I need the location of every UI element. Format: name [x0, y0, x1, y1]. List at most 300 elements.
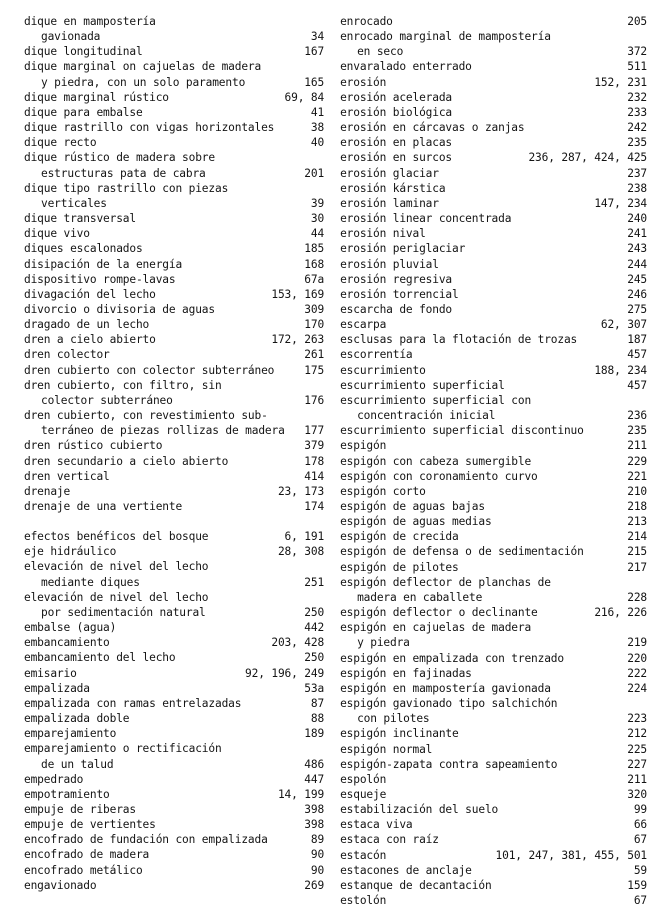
index-entry-term: emisario [24, 666, 77, 680]
index-entry [340, 499, 647, 514]
index-entry [24, 196, 324, 211]
index-entry-pages: 172, 263 [271, 333, 325, 347]
index-entry-term: espigón con coronamiento curvo [340, 469, 538, 483]
index-entry-term: embancamiento del lecho [24, 651, 176, 665]
index-entry-term: esclusas para la flotación de trozas [340, 333, 578, 347]
index-entry-term: empalizada [24, 681, 90, 695]
index-entry-term: estacón [340, 848, 387, 862]
index-entry [340, 711, 647, 726]
index-entry [24, 650, 324, 665]
index-entry-term: espigón deflector o declinante [340, 606, 538, 620]
index-entry [24, 378, 324, 393]
index-entry [340, 635, 647, 650]
index-entry [340, 302, 647, 317]
index-entry-term: terráneo de piezas rollizas de madera [41, 424, 285, 438]
index-entry-term: erosión pluvial [340, 257, 439, 271]
index-entry-pages: 212 [627, 727, 647, 741]
index-entry-term: erosión acelerada [340, 90, 453, 104]
index-entry [340, 893, 647, 908]
index-entry-term: divagación del lecho [24, 287, 156, 301]
index-entry-pages: 398 [304, 818, 325, 832]
index-entry-term: espigón de pilotes [340, 560, 459, 574]
index-entry [340, 120, 647, 135]
index-entry-term: dren colector [24, 348, 110, 362]
index-entry-term: gavionada [41, 30, 101, 44]
index-entry-pages: 178 [304, 454, 325, 468]
index-entry [340, 135, 647, 150]
index-entry [24, 14, 324, 29]
index-entry-pages: 90 [310, 863, 325, 877]
index-entry-term: verticales [41, 196, 107, 210]
index-entry [340, 423, 647, 438]
index-entry-pages: 14, 199 [277, 787, 325, 801]
index-entry-pages: 442 [304, 621, 325, 635]
index-entry-pages: 153, 169 [271, 287, 325, 301]
index-entry [340, 469, 647, 484]
index-entry-pages: 240 [627, 212, 647, 226]
index-entry-term: embancamiento [24, 636, 110, 650]
index-entry [24, 802, 324, 817]
index-entry-pages: 90 [310, 848, 325, 862]
index-entry-pages: 203, 428 [271, 636, 325, 650]
index-entry [24, 393, 324, 408]
index-entry-term: y piedra, con un solo paramento [41, 75, 246, 89]
index-entry-pages: 269 [304, 878, 325, 892]
index-entry-pages: 185 [304, 242, 325, 256]
index-entry [340, 696, 647, 711]
index-entry-pages: 89 [310, 833, 325, 847]
index-entry [24, 90, 324, 105]
index-entry [24, 847, 324, 862]
index-entry [340, 363, 647, 378]
index-entry [24, 741, 324, 756]
index-entry-term: encofrado de madera [24, 848, 150, 862]
index-entry-pages: 59 [633, 863, 647, 877]
index-entry [340, 742, 647, 757]
index-entry-pages: 170 [304, 318, 325, 332]
index-entry-pages: 23, 173 [277, 484, 325, 498]
index-entry-term: empuje de vertientes [24, 818, 156, 832]
index-entry [24, 590, 324, 605]
index-entry-pages: 159 [627, 878, 647, 892]
index-entry [340, 241, 647, 256]
index-entry [340, 726, 647, 741]
index-entry-term: escurrimiento superficial con [340, 393, 532, 407]
index-entry-pages: 227 [627, 757, 647, 771]
index-entry-pages: 69, 84 [284, 90, 325, 104]
index-entry [340, 560, 647, 575]
index-entry-term: erosión en cárcavas o zanjas [340, 121, 525, 135]
index-entry [340, 484, 647, 499]
index-entry-term: dren cubierto con colector subterráneo [24, 363, 275, 377]
index-entry-pages: 222 [627, 666, 647, 680]
index-entry-pages: 6, 191 [284, 530, 325, 544]
index-entry-pages: 30 [310, 212, 325, 226]
index-entry [24, 226, 324, 241]
index-entry-term: envaralado enterrado [340, 60, 472, 74]
index-entry-pages: 168 [304, 257, 325, 271]
index-entry [24, 135, 324, 150]
index-entry-term: espigón normal [340, 742, 433, 756]
index-entry-pages: 39 [310, 196, 325, 210]
index-entry [340, 226, 647, 241]
index-entry-pages: 224 [627, 681, 647, 695]
index-entry [340, 317, 647, 332]
index-entry [340, 150, 647, 165]
index-entry-term: espigón-zapata contra sapeamiento [340, 757, 558, 771]
index-entry-term: erosión nival [340, 227, 426, 241]
index-entry [24, 44, 324, 59]
index-entry-term: eje hidráulico [24, 545, 117, 559]
index-entry-term: escurrimiento superficial [340, 378, 505, 392]
index-entry-pages: 174 [304, 500, 325, 513]
index-entry [24, 726, 324, 741]
index-entry [340, 272, 647, 287]
index-entry-pages: 176 [304, 393, 325, 407]
index-entry-term: en seco [357, 45, 404, 59]
index-entry [24, 863, 324, 878]
index-entry-term: espolón [340, 772, 387, 786]
index-entry-pages: 53a [304, 681, 325, 695]
index-entry-pages: 372 [627, 45, 647, 59]
index-entry [340, 575, 647, 590]
index-entry-term: escurrimiento [340, 363, 426, 377]
index-entry-pages: 238 [627, 181, 647, 195]
index-entry-pages: 235 [627, 136, 647, 150]
index-entry-pages: 320 [627, 787, 647, 801]
index-entry-pages: 275 [627, 302, 647, 316]
index-entry-term: dique longitudinal [24, 45, 143, 59]
index-entry-term: dique tipo rastrillo con piezas [24, 181, 229, 195]
index-entry-term: con pilotes [357, 712, 430, 726]
index-entry-pages: 233 [627, 105, 647, 119]
index-entry [24, 787, 324, 802]
index-entry-pages: 201 [304, 166, 325, 180]
index-entry-term: espigón en mampostería gavionada [340, 681, 551, 695]
index-entry [24, 772, 324, 787]
index-entry [24, 696, 324, 711]
index-entry-pages: 217 [627, 560, 647, 574]
index-entry-pages: 147, 234 [594, 196, 647, 210]
index-entry [24, 620, 324, 635]
index-entry [24, 484, 324, 499]
index-entry [340, 620, 647, 635]
index-entry-term: dique en mampostería [24, 15, 156, 28]
index-entry-term: dren vertical [24, 469, 110, 483]
index-entry-pages: 232 [627, 90, 647, 104]
index-entry-term: enrocado [340, 15, 393, 28]
index-entry-term: dragado de un lecho [24, 318, 150, 332]
index-entry [340, 408, 647, 423]
index-entry-term: dique rústico de madera sobre [24, 151, 215, 165]
index-entry [340, 590, 647, 605]
index-entry-pages: 67 [633, 833, 647, 847]
index-entry [24, 287, 324, 302]
index-entry-term: divorcio o divisoria de aguas [24, 302, 215, 316]
index-entry-term: dique marginal on cajuelas de madera [24, 60, 262, 74]
index-entry-pages: 211 [627, 439, 647, 453]
index-entry-pages: 225 [627, 742, 647, 756]
index-entry [24, 120, 324, 135]
index-entry-term: escarcha de fondo [340, 302, 453, 316]
index-entry-pages: 221 [627, 469, 647, 483]
index-entry-term: escurrimiento superficial discontinuo [340, 424, 584, 438]
index-entry [24, 832, 324, 847]
index-entry-pages: 216, 226 [594, 606, 647, 620]
index-entry [24, 529, 324, 544]
index-entry [24, 181, 324, 196]
index-entry-pages: 38 [310, 121, 325, 135]
index-entry-term: empalizada doble [24, 712, 130, 726]
index-entry-pages: 241 [627, 227, 647, 241]
index-entry-pages: 251 [304, 575, 325, 589]
index-entry-pages: 228 [627, 590, 647, 604]
index-entry [24, 666, 324, 681]
index-entry [340, 59, 647, 74]
index-entry-term: por sedimentación natural [41, 605, 206, 619]
left-column [24, 14, 332, 908]
index-entry [340, 438, 647, 453]
index-entry [24, 408, 324, 423]
index-entry-term: concentración inicial [357, 409, 496, 423]
index-entry-pages: 242 [627, 121, 647, 135]
index-entry-pages: 177 [304, 424, 325, 438]
index-entry-pages: 87 [310, 696, 325, 710]
index-entry [340, 90, 647, 105]
index-entry [24, 544, 324, 559]
index-entry [24, 257, 324, 272]
index-entry-pages: 101, 247, 381, 455, 501 [495, 848, 647, 862]
index-entry [24, 499, 324, 514]
index-entry [24, 150, 324, 165]
index-entry-term: empalizada con ramas entrelazadas [24, 696, 242, 710]
index-entry [24, 711, 324, 726]
index-entry [24, 423, 324, 438]
index-entry-pages: 511 [627, 60, 647, 74]
index-entry-term: espigón en empalizada con trenzado [340, 651, 564, 665]
index-entry [24, 363, 324, 378]
index-entry-term: estructuras pata de cabra [41, 166, 206, 180]
index-entry [24, 454, 324, 469]
index-entry-pages: 205 [627, 15, 647, 28]
index-entry-term: dique rastrillo con vigas horizontales [24, 121, 275, 135]
index-entry-term: espigón deflector de planchas de [340, 575, 551, 589]
index-entry [24, 317, 324, 332]
index-entry-pages: 261 [304, 348, 325, 362]
index-entry-pages: 92, 196, 249 [245, 666, 325, 680]
index-entry-term: mediante diques [41, 575, 140, 589]
index-entry-term: drenaje de una vertiente [24, 500, 183, 513]
index-entry-pages: 309 [304, 302, 325, 316]
index-entry-pages: 211 [627, 772, 647, 786]
index-entry-pages: 40 [310, 136, 325, 150]
right-column [332, 14, 647, 908]
index-entry [340, 454, 647, 469]
index-entry [24, 817, 324, 832]
index-entry-pages: 457 [627, 378, 647, 392]
index-entry [340, 378, 647, 393]
index-entry-term: erosión torrencial [340, 287, 459, 301]
index-entry-term: erosión kárstica [340, 181, 446, 195]
section-gap [24, 514, 324, 529]
index-entry-term: estanque de decantación [340, 878, 492, 892]
index-entry-pages: 175 [304, 363, 325, 377]
index-entry [340, 257, 647, 272]
index-entry-pages: 235 [627, 424, 647, 438]
index-entry-term: emparejamiento [24, 727, 117, 741]
index-entry-pages: 28, 308 [277, 545, 325, 559]
index-entry [340, 347, 647, 362]
index-entry-term: espigón con cabeza sumergible [340, 454, 532, 468]
index-entry-pages: 229 [627, 454, 647, 468]
index-entry-pages: 99 [633, 803, 647, 817]
index-entry-term: esqueje [340, 787, 387, 801]
index-entry [24, 302, 324, 317]
index-entry [24, 29, 324, 44]
index-entry-term: dique recto [24, 136, 97, 150]
index-entry [340, 44, 647, 59]
index-entry-pages: 66 [633, 818, 647, 832]
index-entry-pages: 486 [304, 757, 325, 771]
index-entry [340, 772, 647, 787]
index-entry [340, 196, 647, 211]
index-entry [24, 332, 324, 347]
index-entry-term: erosión biológica [340, 105, 453, 119]
index-entry [24, 59, 324, 74]
index-entry-term: espigón en fajinadas [340, 666, 472, 680]
index-entry-pages: 243 [627, 242, 647, 256]
index-entry-term: erosión [340, 75, 387, 89]
index-entry-term: madera en caballete [357, 590, 483, 604]
index-entry-pages: 218 [627, 500, 647, 513]
index-entry [24, 438, 324, 453]
index-entry [24, 105, 324, 120]
index-entry-term: erosión en placas [340, 136, 453, 150]
index-entry [340, 105, 647, 120]
index-entry [340, 681, 647, 696]
index-entry [24, 605, 324, 620]
index-entry-term: dispositivo rompe-lavas [24, 272, 176, 286]
index-entry-term: efectos benéficos del bosque [24, 530, 209, 544]
index-entry-term: estaca con raíz [340, 833, 439, 847]
index-entry [24, 635, 324, 650]
index-entry [24, 347, 324, 362]
index-entry-term: espigón corto [340, 484, 426, 498]
index-entry-pages: 414 [304, 469, 325, 483]
index-entry-term: dren cubierto, con revestimiento sub- [24, 409, 268, 423]
index-entry-term: dique transversal [24, 212, 136, 226]
index-entry-pages: 214 [627, 530, 647, 544]
index-entry-term: emparejamiento o rectificación [24, 742, 222, 756]
index-entry-term: empedrado [24, 772, 84, 786]
index-entry-term: espigón gavionado tipo salchichón [340, 697, 558, 711]
index-entry [24, 241, 324, 256]
index-entry [340, 544, 647, 559]
index-entry-term: dren secundario a cielo abierto [24, 454, 229, 468]
index-entry-term: dique para embalse [24, 105, 143, 119]
index-entry-pages: 236 [627, 409, 647, 423]
index-entry [24, 272, 324, 287]
index-entry [340, 651, 647, 666]
index-entry-term: espigón de aguas bajas [340, 500, 485, 513]
index-entry-pages: 250 [304, 651, 325, 665]
index-entry-term: estabilización del suelo [340, 803, 499, 817]
index-entry [24, 166, 324, 181]
index-entry-term: engavionado [24, 878, 97, 892]
index-entry-pages: 215 [627, 545, 647, 559]
index-entry-term: drenaje [24, 484, 71, 498]
index-entry-pages: 187 [627, 333, 647, 347]
index-entry-term: disipación de la energía [24, 257, 183, 271]
index-entry-term: erosión laminar [340, 196, 439, 210]
index-entry [340, 832, 647, 847]
index-entry-term: elevación de nivel del lecho [24, 590, 209, 604]
index-entry-pages: 67 [633, 894, 647, 908]
index-entry-pages: 213 [627, 515, 647, 529]
index-entry-term: dren rústico cubierto [24, 439, 163, 453]
index-entry-pages: 457 [627, 348, 647, 362]
index-entry-pages: 398 [304, 802, 325, 816]
index-entry-pages: 188, 234 [594, 363, 647, 377]
index-entry-term: espigón [340, 439, 387, 453]
index-entry-pages: 167 [304, 45, 325, 59]
index-entry [340, 393, 647, 408]
index-entry-pages: 210 [627, 484, 647, 498]
index-entry-pages: 237 [627, 166, 647, 180]
index-entry-term: dique vivo [24, 227, 90, 241]
index-entry-pages: 250 [304, 605, 325, 619]
index-entry-pages: 219 [627, 636, 647, 650]
index-entry [24, 559, 324, 574]
index-entry-term: enrocado marginal de mampostería [340, 30, 551, 44]
index-entry [24, 757, 324, 772]
index-entry-term: estacones de anclaje [340, 863, 472, 877]
index-entry [340, 605, 647, 620]
index-entry [340, 787, 647, 802]
index-entry-pages: 88 [310, 712, 325, 726]
index-entry-pages: 223 [627, 712, 647, 726]
index-entry [340, 166, 647, 181]
index-entry [24, 211, 324, 226]
index-entry [340, 802, 647, 817]
index-entry-term: dren cubierto, con filtro, sin [24, 378, 222, 392]
index-entry [24, 575, 324, 590]
index-entry [340, 29, 647, 44]
index-entry-term: embalse (agua) [24, 621, 117, 635]
index-entry [340, 332, 647, 347]
index-entry-pages: 189 [304, 727, 325, 741]
index-entry-term: erosión regresiva [340, 272, 453, 286]
index-entry-pages: 379 [304, 439, 325, 453]
index-entry [340, 757, 647, 772]
index-entry-term: elevación de nivel del lecho [24, 560, 209, 574]
index-entry-term: erosión en surcos [340, 151, 453, 165]
index-entry [340, 514, 647, 529]
index-entry-term: empuje de riberas [24, 802, 136, 816]
index-entry-term: diques escalonados [24, 242, 143, 256]
index-entry [340, 666, 647, 681]
index-entry-pages: 246 [627, 287, 647, 301]
index-entry-term: empotramiento [24, 787, 110, 801]
index-entry [24, 878, 324, 893]
index-entry-term: y piedra [357, 636, 410, 650]
index-entry-term: escorrentía [340, 348, 413, 362]
index-entry-term: erosión linear concentrada [340, 212, 512, 226]
index-entry-pages: 165 [304, 75, 325, 89]
index-entry-term: erosión periglaciar [340, 242, 466, 256]
index-entry [340, 211, 647, 226]
index-entry-term: erosión glaciar [340, 166, 439, 180]
